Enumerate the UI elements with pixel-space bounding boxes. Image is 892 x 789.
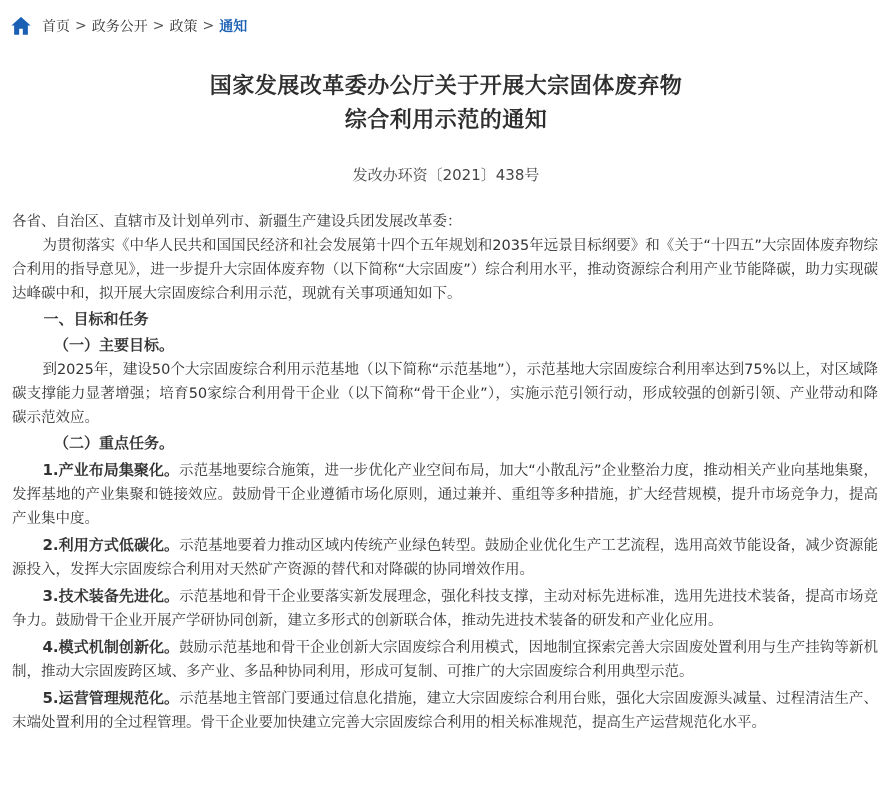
task-item xyxy=(12,686,878,735)
document-number: 发改办环资〔2021〕438号 xyxy=(352,166,540,184)
breadcrumb-item-notice[interactable]: 通知 xyxy=(219,19,248,35)
task-item-text: 示范基地主管部门要通过信息化措施，建立大宗固废综合利用台账，强化大宗固废源头减量、过程清洁生产、末端处置利用的全过程管理。骨干企业要加快建立完善大宗固废综合利用的相关标准规范，提高生产运营规范化水平。 xyxy=(12,691,878,731)
home-icon[interactable] xyxy=(10,15,32,37)
breadcrumb-item-policy[interactable]: 政策 xyxy=(169,19,198,35)
task-item-title: 4.模式机制创新化。 xyxy=(42,638,180,656)
subheading-main-goals: （一）主要目标。 xyxy=(54,336,175,354)
page-title-line-2: 综合利用示范的通知 xyxy=(344,108,548,133)
breadcrumb-home-link[interactable]: 首页 xyxy=(42,19,70,35)
article-body xyxy=(12,210,878,735)
breadcrumb-separator: > xyxy=(202,18,215,34)
breadcrumb-item-gov-affairs[interactable]: 政务公开 xyxy=(91,19,148,35)
task-item-title: 5.运营管理规范化。 xyxy=(42,689,180,707)
task-item-title: 1.产业布局集聚化。 xyxy=(42,461,180,479)
page-title-line-1: 国家发展改革委办公厅关于开展大宗固体废弃物 xyxy=(209,74,683,99)
task-item xyxy=(12,458,878,531)
task-item-text: 鼓励示范基地和骨干企业创新大宗固废综合利用模式，因地制宜探索完善大宗固废处置利用与生产挂钩等新机制，推动大宗固废跨区域、多产业、多品种协同利用，形成可复制、可推广的大宗固废综合利用典型示范。 xyxy=(12,640,878,680)
subheading-key-tasks: （二）重点任务。 xyxy=(54,434,175,452)
task-item xyxy=(12,533,878,582)
salutation: 各省、自治区、直辖市及计划单列市、新疆生产建设兵团发展改革委： xyxy=(12,214,462,230)
intro-paragraph: 为贯彻落实《中华人民共和国国民经济和社会发展第十四个五年规划和2035年远景目标纲要》和《关于“十四五”大宗固体废弃物综合利用的指导意见》，进一步提升大宗固体废弃物（以下简称“大宗固废”）综合利用水平，推动资源综合利用产业节能降碳，助力实现碳达峰碳中和，拟开展大宗固废综合利用示范，现就有关事项通知如下。 xyxy=(12,238,878,302)
task-item xyxy=(12,584,878,633)
task-item-text: 示范基地要着力推动区域内传统产业绿色转型。鼓励企业优化生产工艺流程，选用高效节能设备，减少资源能源投入，发挥大宗固废综合利用对天然矿产资源的替代和对降碳的协同增效作用。 xyxy=(12,538,878,578)
breadcrumb-separator: > xyxy=(152,18,165,34)
task-item-title: 2.利用方式低碳化。 xyxy=(42,536,180,554)
breadcrumb xyxy=(10,14,247,38)
task-item-text: 示范基地要综合施策，进一步优化产业空间布局，加大“小散乱污”企业整治力度，推动相关产业向基地集聚，发挥基地的产业集聚和链接效应。鼓励骨干企业遵循市场化原则，通过兼并、重组等多种措施，扩大经营规模，提升市场竞争力，提高产业集中度。 xyxy=(12,463,878,527)
task-item xyxy=(12,635,878,684)
task-item-title: 3.技术装备先进化。 xyxy=(42,587,180,605)
page-title xyxy=(0,70,892,138)
section-heading-goals-tasks: 一、目标和任务 xyxy=(43,310,149,328)
goals-paragraph: 到2025年，建设50个大宗固废综合利用示范基地（以下简称“示范基地”），示范基地大宗固废综合利用率达到75%以上，对区域降碳支撑能力显著增强；培育50家综合利用骨干企业（以下简称“骨干企业”），实施示范引领行动，形成较强的创新引领、产业带动和降碳示范效应。 xyxy=(12,362,878,426)
task-item-text: 示范基地和骨干企业要落实新发展理念，强化科技支撑，主动对标先进标准，选用先进技术装备，提高市场竞争力。鼓励骨干企业开展产学研协同创新，建立多形式的创新联合体，推动先进技术装备的研发和产业化应用。 xyxy=(12,589,878,629)
breadcrumb-separator: > xyxy=(75,18,87,34)
